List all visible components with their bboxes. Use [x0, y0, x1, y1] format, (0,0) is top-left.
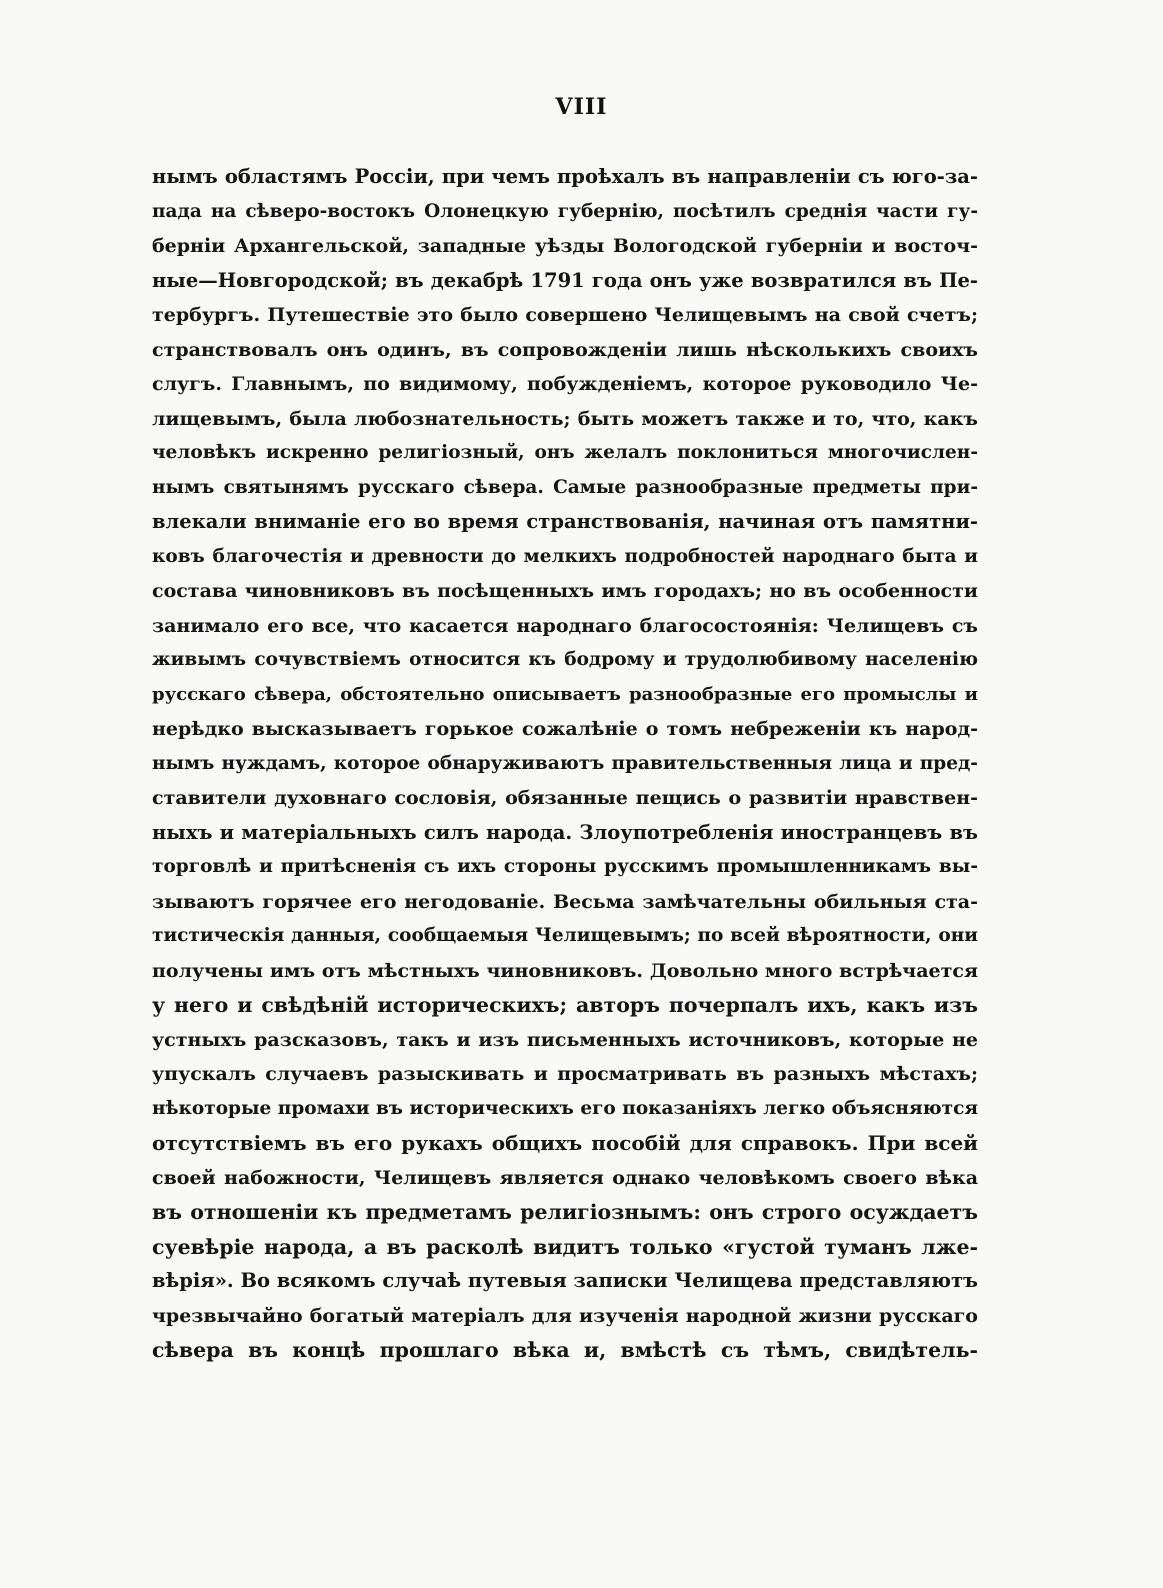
- text-line: вѣрія». Во всякомъ случаѣ путевыя записки Челищева представляютъ: [152, 1269, 978, 1292]
- text-line: своей набожности, Челищевъ является однако человѣкомъ своего вѣка: [152, 1166, 978, 1189]
- text-line: чрезвычайно богатый матеріалъ для изученія народной жизни русскаго: [152, 1304, 978, 1327]
- text-line: занимало его все, что касается народнаго благосостоянія: Челищевъ съ: [152, 614, 978, 637]
- text-line: нымъ святынямъ русскаго сѣвера. Самые разнообразные предметы при-: [152, 476, 978, 498]
- text-line: въ отношеніи къ предметамъ религіознымъ: онъ строго осуждаетъ: [152, 1200, 978, 1224]
- text-line: состава чиновниковъ въ посѣщенныхъ имъ городахъ; но въ особенности: [152, 580, 978, 602]
- text-line: нѣкоторые промахи въ историческихъ его показаніяхъ легко объясняются: [152, 1097, 978, 1119]
- text-line: тербургъ. Путешествіе это было совершено Челищевымъ на свой счетъ;: [152, 304, 978, 326]
- text-line: упускалъ случаевъ разыскивать и просматривать въ разныхъ мѣстахъ;: [152, 1063, 978, 1085]
- text-line: устныхъ разсказовъ, такъ и изъ письменныхъ источниковъ, которые не: [152, 1028, 978, 1051]
- text-line: получены имъ отъ мѣстныхъ чиновниковъ. Довольно много встрѣчается: [152, 959, 978, 982]
- text-line: русскаго сѣвера, обстоятельно описываетъ разнообразные его промыслы и: [152, 683, 978, 705]
- text-line: нымъ нуждамъ, которое обнаруживаютъ правительственныя лица и пред-: [152, 752, 978, 774]
- text-line: суевѣріе народа, а въ расколѣ видитъ только «густой туманъ лже-: [152, 1234, 978, 1259]
- text-line: нерѣдко высказываетъ горькое сожалѣніе о томъ небреженіи къ народ-: [152, 718, 978, 740]
- text-line: ные—Новгородской; въ декабрѣ 1791 года онъ уже возвратился въ Пе-: [152, 268, 978, 292]
- text-line: сѣвера въ концѣ прошлаго вѣка и, вмѣстѣ съ тѣмъ, свидѣтель-: [152, 1338, 978, 1362]
- text-line: человѣкъ искренно религіозный, онъ желалъ поклониться многочислен-: [152, 442, 978, 463]
- text-line: живымъ сочувствіемъ относится къ бодрому и трудолюбивому населенію: [152, 649, 978, 670]
- text-line: отсутствіемъ въ его рукахъ общихъ пособій для справокъ. При всей: [152, 1131, 978, 1155]
- text-line: лищевымъ, была любознательность; быть можетъ также и то, что, какъ: [152, 407, 978, 430]
- text-line: слугъ. Главнымъ, по видимому, побужденіемъ, которое руководило Че-: [152, 373, 978, 395]
- text-line: пада на сѣверо-востокъ Олонецкую губернію, посѣтилъ среднія части гу-: [152, 200, 978, 222]
- text-line: нымъ областямъ Россіи, при чемъ проѣхалъ въ направленіи съ юго-за-: [152, 165, 978, 188]
- text-line: берніи Архангельской, западные уѣзды Вологодской губерніи и восточ-: [152, 235, 978, 257]
- text-line: ковъ благочестія и древности до мелкихъ подробностей народнаго быта и: [152, 545, 978, 567]
- text-line: ныхъ и матеріальныхъ силъ народа. Злоупотребленія иностранцевъ въ: [152, 820, 978, 844]
- body-text: [152, 160, 978, 1368]
- text-line: зываютъ горячее его негодованіе. Весьма замѣчательны обильныя ста-: [152, 890, 978, 913]
- text-line: влекали вниманіе его во время странствованія, начиная отъ памятни-: [152, 510, 978, 533]
- text-line: тистическія данныя, сообщаемыя Челищевымъ; по всей вѣроятности, они: [152, 925, 978, 946]
- text-line: ставители духовнаго сословія, обязанные пещись о развитіи нравствен-: [152, 787, 978, 809]
- text-line: торговлѣ и притѣсненія съ ихъ стороны русскимъ промышленникамъ вы-: [152, 856, 978, 877]
- text-line: у него и свѣдѣній историческихъ; авторъ почерпалъ ихъ, какъ изъ: [152, 993, 978, 1017]
- text-line: странствовалъ онъ одинъ, въ сопровожденіи лишь нѣсколькихъ своихъ: [152, 338, 978, 361]
- page-number: VIII: [555, 94, 608, 120]
